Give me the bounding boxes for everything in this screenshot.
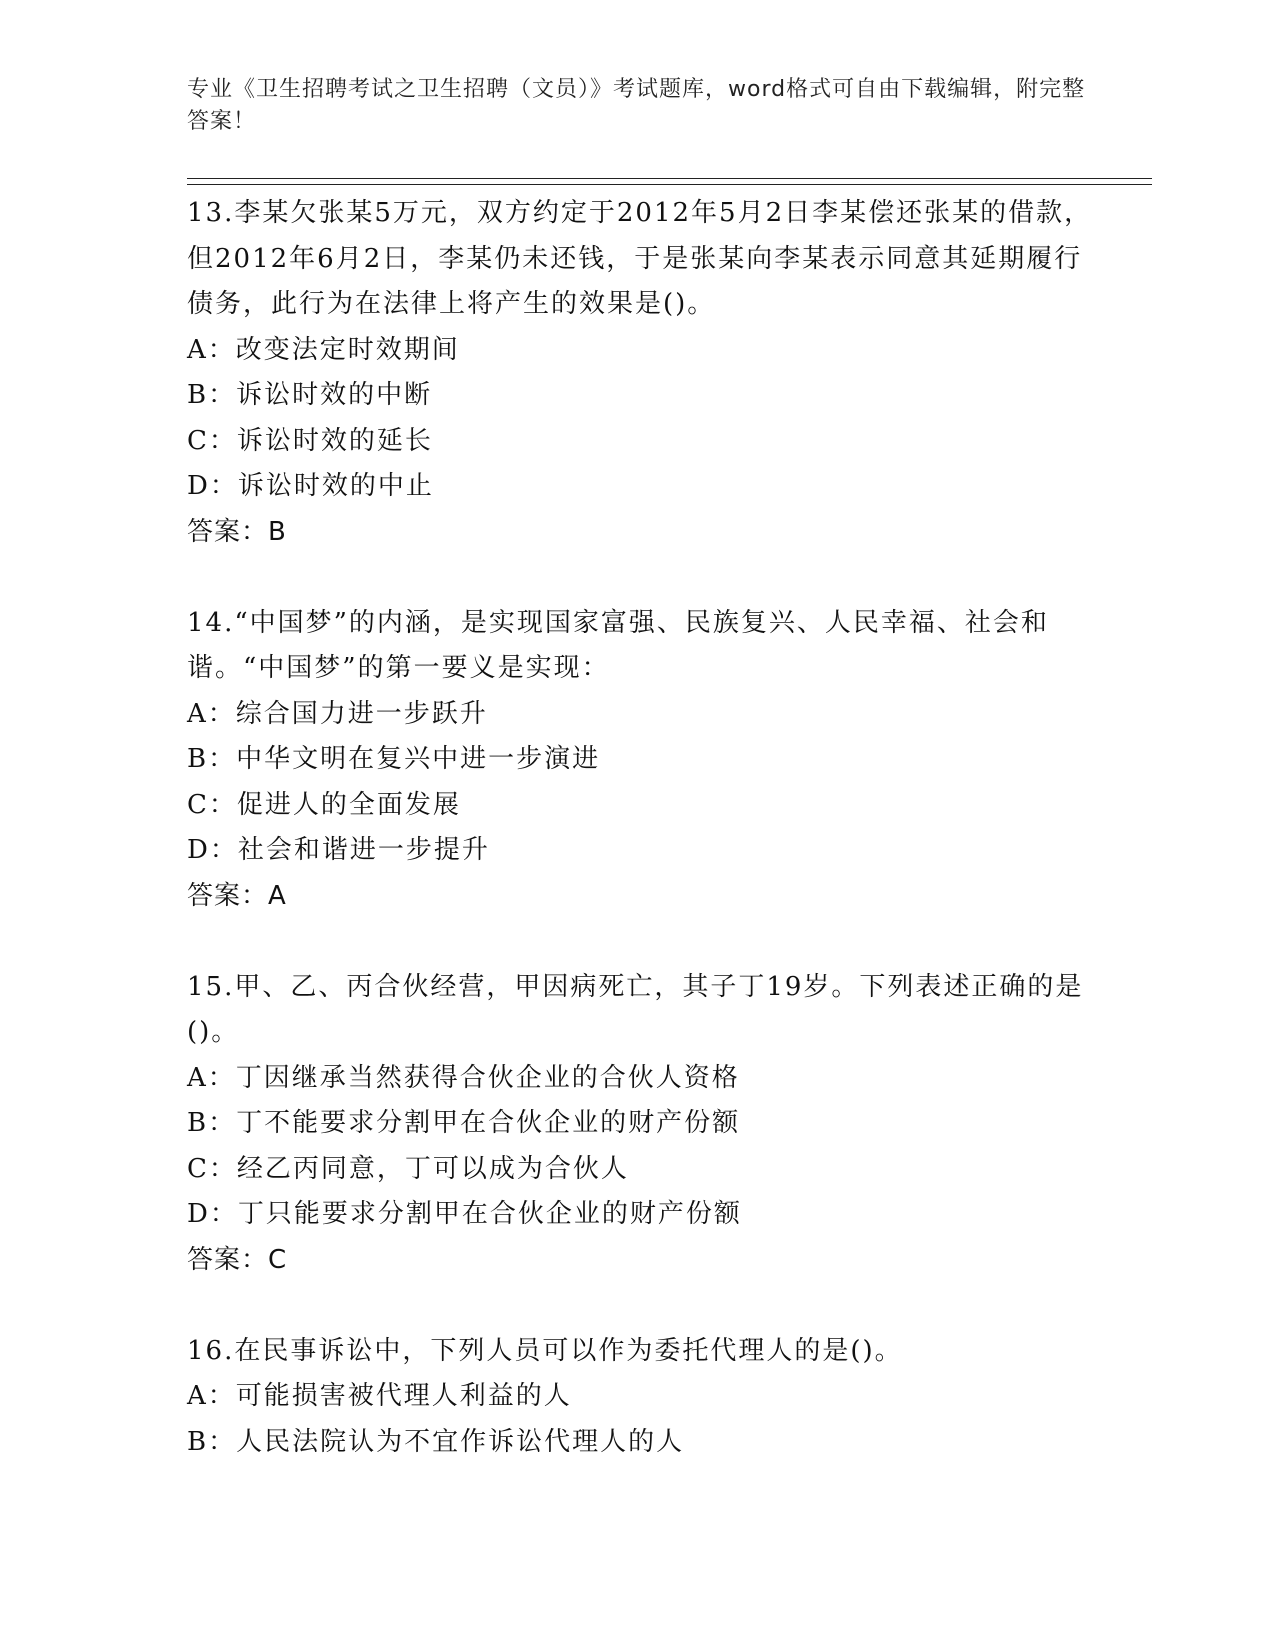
option-c: C：诉讼时效的延长 — [187, 425, 433, 456]
option-a: A：改变法定时效期间 — [187, 334, 460, 365]
header-rule-top — [187, 178, 1152, 179]
question-14 — [187, 601, 1107, 920]
answer-line: 答案：C — [187, 1244, 288, 1275]
question-15 — [187, 965, 1107, 1284]
question-gap — [187, 555, 1107, 601]
option-b: B：丁不能要求分割甲在合伙企业的财产份额 — [187, 1108, 741, 1138]
question-13 — [187, 191, 1107, 555]
answer-line: 答案：A — [187, 880, 287, 911]
question-stem: 14.“中国梦”的内涵，是实现国家富强、民族复兴、人民幸福、社会和谐。“中国梦”的第一要义是实现： — [187, 607, 1049, 683]
question-list — [187, 191, 1107, 1465]
question-stem: 13.李某欠张某5万元，双方约定于2012年5月2日李某偿还张某的借款，但2012年6月2日，李某仍未还钱，于是张某向李某表示同意其延期履行债务，此行为在法律上将产生的效果是()。 — [187, 198, 1093, 319]
document-header: 专业《卫生招聘考试之卫生招聘（文员）》考试题库，word格式可自由下载编辑，附完整答案！ — [187, 77, 1086, 134]
option-c: C：促进人的全面发展 — [187, 789, 461, 820]
option-b: B：中华文明在复兴中进一步演进 — [187, 744, 601, 774]
answer-line: 答案：B — [187, 516, 287, 547]
header-rule-bottom — [187, 184, 1152, 185]
option-c: C：经乙丙同意，丁可以成为合伙人 — [187, 1153, 629, 1184]
option-b: B：人民法院认为不宜作诉讼代理人的人 — [187, 1426, 685, 1457]
option-d: D：丁只能要求分割甲在合伙企业的财产份额 — [187, 1199, 742, 1229]
question-gap — [187, 919, 1107, 965]
question-16 — [187, 1329, 1107, 1466]
option-a: A：可能损害被代理人利益的人 — [187, 1381, 572, 1411]
option-b: B：诉讼时效的中断 — [187, 380, 433, 410]
option-d: D：诉讼时效的中止 — [187, 471, 434, 501]
question-gap — [187, 1283, 1107, 1329]
option-d: D：社会和谐进一步提升 — [187, 835, 490, 865]
option-a: A：丁因继承当然获得合伙企业的合伙人资格 — [187, 1062, 740, 1093]
question-stem: 15.甲、乙、丙合伙经营，甲因病死亡，其子丁19岁。下列表述正确的是()。 — [187, 971, 1084, 1047]
option-a: A：综合国力进一步跃升 — [187, 698, 488, 729]
question-stem: 16.在民事诉讼中，下列人员可以作为委托代理人的是()。 — [187, 1335, 903, 1366]
